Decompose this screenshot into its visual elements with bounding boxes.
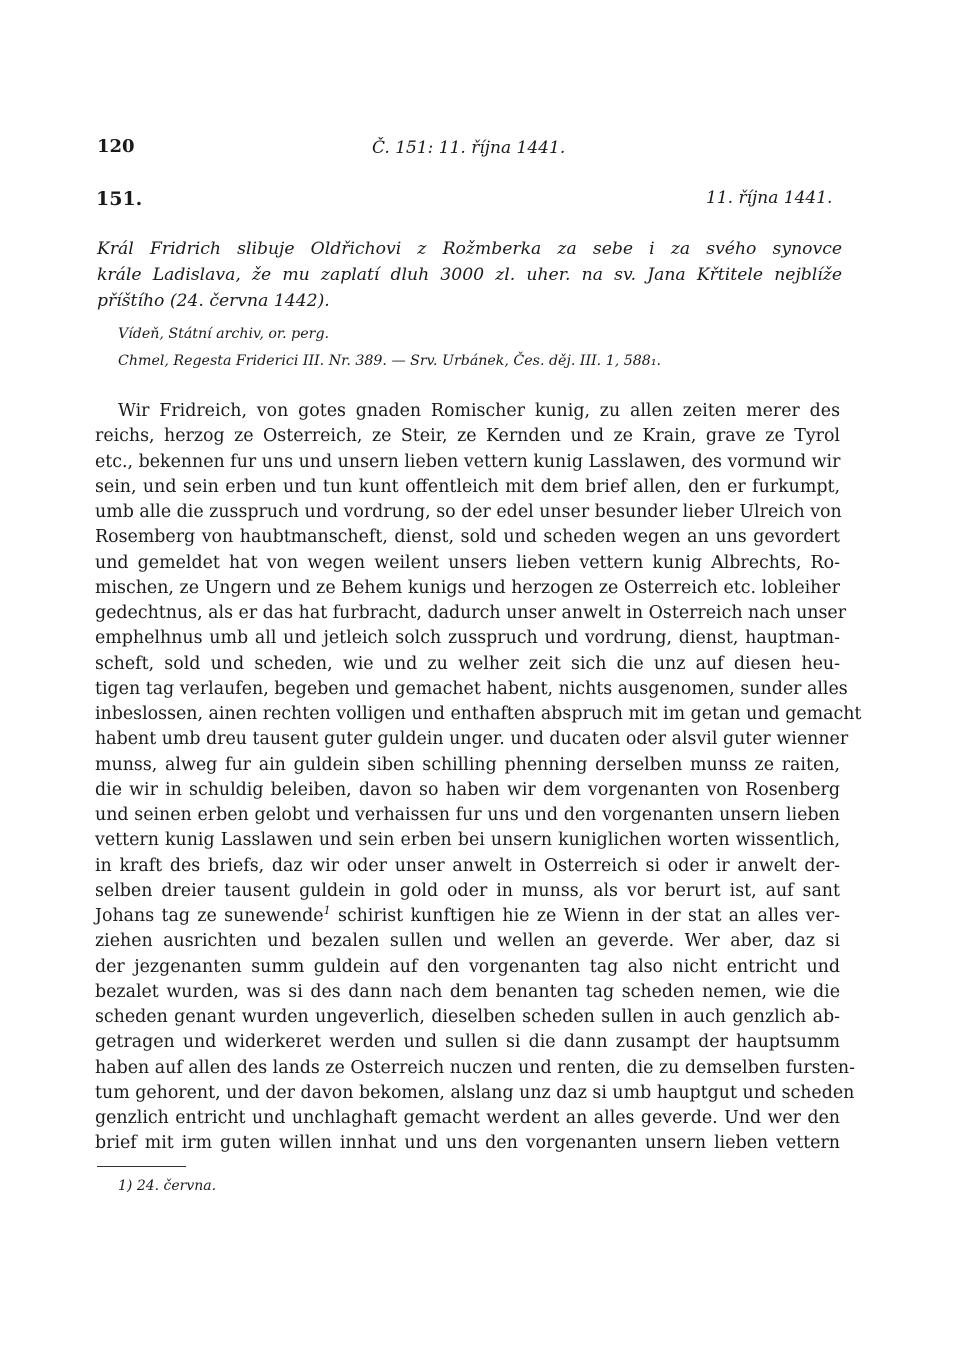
text-line: die wir in schuldig beleiben, davon so haben wir dem vorgenanten von Rosenberg — [95, 779, 840, 800]
text-line: tigen tag verlaufen, begeben und gemachet habent, nichts ausgenomen, sunder alles — [95, 678, 848, 699]
text-line: munss, alweg fur ain guldein siben schilling phenning derselben munss ze raiten, — [95, 754, 840, 775]
text-line: sein, und sein erben und tun kunt offentleich mit dem brief allen, den er furkumpt, — [95, 476, 840, 497]
text-line: scheden genant wurden ungeverlich, dieselben scheden sullen in auch genzlich ab- — [95, 1007, 840, 1027]
regest — [97, 236, 842, 314]
text-line: vettern kunig Lasslawen und sein erben bei unsern kuniglichen worten wissentlich, — [95, 830, 840, 851]
text-line: gedechtnus, als er das hat furbracht, dadurch unser anwelt in Osterreich nach unser — [95, 603, 847, 623]
text-line: inbeslossen, ainen rechten volligen und enthaften abspruch mit im getan und gemacht — [95, 704, 862, 724]
text-line: in kraft des briefs, daz wir oder unser anwelt in Osterreich si oder ir anwelt der- — [95, 855, 840, 876]
text-line: tum gehorent, und der davon bekomen, alslang unz daz si umb hauptgut und scheden — [95, 1082, 855, 1103]
footnote-marker: 1 — [323, 904, 331, 918]
text-segment: Johans tag ze sunewende — [95, 906, 324, 926]
text-line: der jezgenanten summ guldein auf den vorgenanten tag also nicht entricht und — [95, 956, 840, 977]
regest-line: krále Ladislava, že mu zaplatí dluh 3000 zl. uher. na sv. Jana Křtitele nejblíže — [97, 265, 842, 285]
text-line: bezalet wurden, was si des dann nach dem benanten tag scheden nemen, wie die — [95, 981, 840, 1002]
regest-line: Král Fridrich slibuje Oldřichovi z Rožmberka za sebe i za svého synovce — [97, 239, 842, 259]
text-line: habent umb dreu tausent guter guldein unger. und ducaten oder alsvil guter wienner — [95, 729, 849, 750]
text-line: und seinen erben gelobt und verhaissen fur uns und den vorgenanten unsern lieben — [95, 805, 840, 825]
text-line: emphelhnus umb all und jetleich solch zusspruch und vordrung, dienst, hauptman- — [95, 628, 840, 649]
text-line: haben auf allen des lands ze Osterreich nuczen und renten, die zu demselben fursten- — [95, 1057, 855, 1078]
text-line: selben dreier tausent guldein in gold oder in munss, als vor berurt ist, auf sant — [95, 880, 840, 901]
text-line: genzlich entricht und unchlaghaft gemacht werdent an alles geverde. Und wer den — [95, 1108, 840, 1128]
text-line: ziehen ausrichten und bezalen sullen und wellen an geverde. Wer aber, daz si — [95, 931, 840, 952]
text-line: mischen, ze Ungern und ze Behem kunigs und herzogen ze Osterreich etc. lobleiher — [95, 577, 840, 598]
source-archive: Vídeň, Státní archiv, or. perg. — [118, 326, 330, 342]
regest-line: příštího (24. června 1442). — [97, 291, 330, 311]
running-title: Č. 151: 11. října 1441. — [372, 138, 566, 158]
page-number: 120 — [97, 136, 135, 157]
source-literature: Chmel, Regesta Friderici III. Nr. 389. — Srv. Urbánek, Čes. děj. III. 1, 588₁. — [118, 353, 662, 369]
text-line: brief mit irm guten willen innhat und uns den vorgenanten unsern lieben vettern — [95, 1133, 840, 1154]
text-line: reichs, herzog ze Osterreich, ze Steir, ze Kernden und ze Krain, grave ze Tyrol — [95, 426, 840, 447]
charter-text — [95, 399, 862, 1157]
text-line: getragen und widerkeret werden und sullen si die dann zusampt der hauptsumm — [95, 1032, 840, 1053]
document-number: 151. — [96, 188, 143, 210]
footnote: 1) 24. června. — [118, 1178, 217, 1194]
text-line: und gemeldet hat von wegen weilent unsers lieben vettern kunig Albrechts, Ro- — [95, 552, 840, 573]
text-line: Wir Fridreich, von gotes gnaden Romischer kunig, zu allen zeiten merer des — [118, 401, 840, 421]
text-line — [95, 904, 840, 929]
text-line: etc., bekennen fur uns und unsern lieben vettern kunig Lasslawen, des vormund wir — [95, 451, 841, 472]
footnote-rule — [97, 1166, 186, 1167]
text-line: umb alle die zusspruch und vordrung, so der edel unser besunder lieber Ulreich von — [95, 502, 842, 522]
text-line: scheft, sold und scheden, wie und zu welher zeit sich die unz auf diesen heu- — [95, 653, 840, 674]
text-line: Rosemberg von haubtmanscheft, dienst, sold und scheden wegen an uns gevordert — [95, 527, 840, 548]
text-segment: schirist kunftigen hie ze Wienn in der stat an alles ver- — [330, 906, 840, 926]
document-date: 11. října 1441. — [706, 188, 833, 208]
